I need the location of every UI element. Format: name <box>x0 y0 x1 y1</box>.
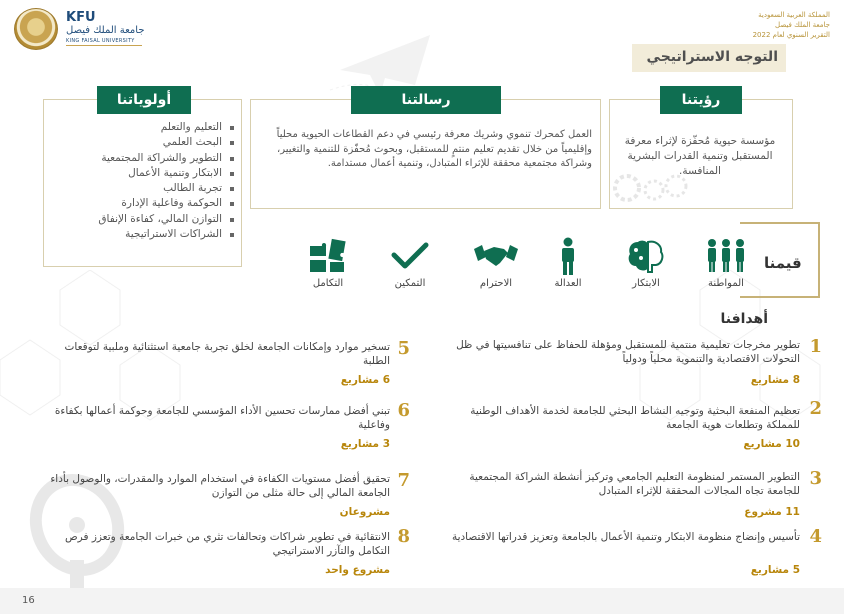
person-icon <box>538 236 598 276</box>
list-item: التعليم والتعلم <box>52 120 234 135</box>
goal-text: الانتقائية في تطوير شراكات وتحالفات تثري من خبرات الجامعة وتعزز فرص التكامل والتآزر الاستراتيجي <box>64 531 390 557</box>
priorities-list <box>52 120 234 242</box>
report-label: التقرير السنوي لعام 2022 <box>752 31 830 39</box>
logo-divider <box>66 45 142 46</box>
page-title: التوجه الاستراتيجي <box>646 49 778 65</box>
people-icon <box>696 236 756 276</box>
goal-count: 8 مشاريع <box>750 374 800 386</box>
goal-number: 8 <box>397 526 410 547</box>
list-item: الحوكمة وفاعلية الإدارة <box>52 196 234 211</box>
vision-text: مؤسسة حيوية مُحفّزة لإثراء معرفة المستقبل وتنمية القدرات البشرية المنافسة. <box>624 135 776 177</box>
goal-text: تبني أفضل ممارسات تحسين الأداء المؤسسي للجامعة وحوكمة أعمالها بكفاءة وفاعلية <box>54 405 390 431</box>
goal-count: 10 مشاريع <box>743 438 800 450</box>
list-item: التطوير والشراكة المجتمعية <box>52 151 234 166</box>
logo-kfu: KFU <box>66 10 96 25</box>
goal-text: تطوير مخرجات تعليمية منتمية للمستقبل ومؤهلة للحفاظ على تنافسيتها في ظل التحولات الاقتصادية والتنموية محلياً ودولياً <box>456 339 800 365</box>
brain-icon <box>616 236 676 276</box>
goal-number: 4 <box>809 526 822 547</box>
university-logo <box>14 8 174 50</box>
goals-title: أهدافنا <box>720 311 768 327</box>
value-label: التمكين <box>394 278 426 289</box>
seal-icon <box>14 8 58 50</box>
list-item: البحث العلمي <box>52 135 234 150</box>
report-header <box>753 10 830 40</box>
list-item: الشراكات الاستراتيجية <box>52 227 234 242</box>
value-justice <box>538 236 598 289</box>
handshake-icon <box>466 236 526 276</box>
values-title: قيمنا <box>764 254 802 272</box>
logo-english-name: KING FAISAL UNIVERSITY <box>66 38 135 44</box>
value-label: الاحترام <box>479 278 513 289</box>
goal-text: تأسيس وإنضاج منظومة الابتكار وتنمية الأعمال بالجامعة وتعزيز قدراتها الاقتصادية <box>451 531 800 543</box>
gears-icon <box>612 168 692 208</box>
value-label: التكامل <box>312 278 344 289</box>
goal-count: مشروع واحد <box>325 564 390 576</box>
footer-bar <box>0 588 844 614</box>
goal-number: 6 <box>397 400 410 421</box>
goal-text: تحقيق أفضل مستويات الكفاءة في استخدام الموارد والمقدرات، والوصول بأداء الجامعة المالي إلى حالة مثلى من التوازن <box>50 473 390 499</box>
kingdom-label: المملكة العربية السعودية <box>758 11 830 19</box>
goal-text: تعظيم المنفعة البحثية وتوجيه النشاط البحثي للجامعة لخدمة الأهداف الوطنية للمملكة وتطلعات هوية الجامعة <box>470 405 800 431</box>
goal-number: 3 <box>809 468 822 489</box>
goal-count: 3 مشاريع <box>340 438 390 450</box>
value-empowerment <box>380 236 440 289</box>
university-label: جامعة الملك فيصل <box>775 21 830 29</box>
goal-text: تسخير موارد وإمكانات الجامعة لخلق تجربة جامعية استثنائية وملبية لتوقعات الطلبة <box>64 341 390 367</box>
value-label: المواطنة <box>708 278 744 289</box>
goal-count: 6 مشاريع <box>340 374 390 386</box>
puzzle-icon <box>298 236 358 276</box>
logo-arabic-name: جامعة الملك فيصل <box>66 25 145 36</box>
goal-count: 5 مشاريع <box>750 564 800 576</box>
value-innovation <box>616 236 676 289</box>
list-item: تجربة الطالب <box>52 181 234 196</box>
value-respect <box>466 236 526 289</box>
goal-text: التطوير المستمر لمنظومة التعليم الجامعي وتركيز أنشطة الشراكة المجتمعية للجامعة تجاه المجالات المحققة للإثراء المتبادل <box>469 471 800 497</box>
goal-number: 2 <box>809 398 822 419</box>
goal-count: مشروعان <box>339 506 390 518</box>
value-label: الابتكار <box>632 278 660 289</box>
value-integration <box>298 236 358 289</box>
vision-title: رؤيتنا <box>660 86 742 114</box>
page-number: 16 <box>22 595 35 606</box>
list-item: التوازن المالي، كفاءة الإنفاق <box>52 212 234 227</box>
mission-text: العمل كمحرك تنموي وشريك معرفة رئيسي في دعم القطاعات الحيوية محلياً وإقليمياً من خلال تقديم تعليم منتمٍ للمستقبل، وبحوث مُحفّزة للتنمية والتغيير، وشراكة مجتمعية محققة للإثراء المتبادل، وتنمية أعمال مستدامة. <box>276 129 592 169</box>
goal-count: 11 مشروع <box>744 506 800 518</box>
goal-number: 5 <box>397 338 410 359</box>
priorities-title: أولوياتنا <box>97 86 191 114</box>
value-citizenship <box>696 236 756 289</box>
checkmark-icon <box>380 236 440 276</box>
goal-number: 7 <box>397 470 410 491</box>
goal-number: 1 <box>809 336 822 357</box>
value-label: العدالة <box>554 278 582 289</box>
satellite-dish-icon <box>22 470 132 588</box>
mission-title: رسالتنا <box>351 86 501 114</box>
list-item: الابتكار وتنمية الأعمال <box>52 166 234 181</box>
